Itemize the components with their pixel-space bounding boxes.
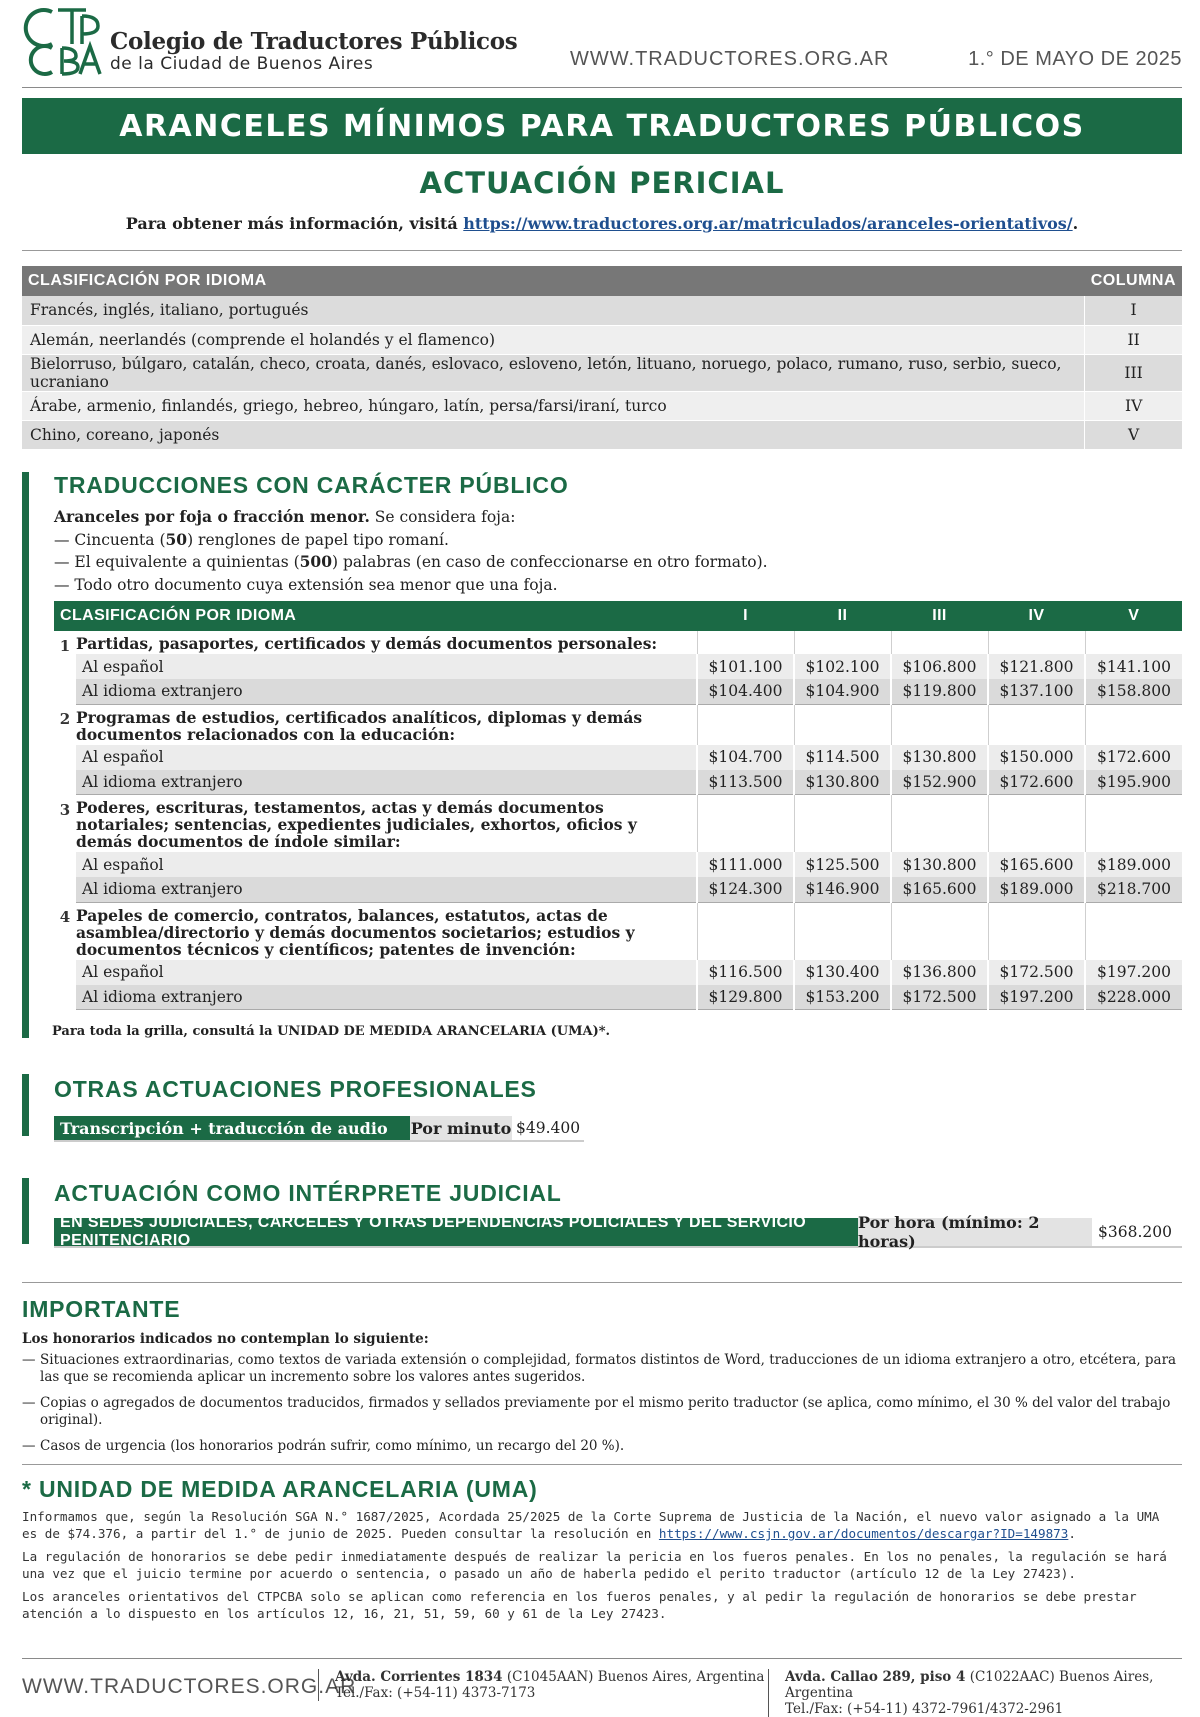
section-title-otras: OTRAS ACTUACIONES PROFESIONALES [54, 1076, 537, 1102]
importante-item: — Casos de urgencia (los honorarios podrán sufrir, como mínimo, un recargo del 20 %). [22, 1438, 1182, 1455]
fee-value: $116.500 [697, 960, 794, 985]
foja-bullet [54, 574, 768, 597]
fee-value: $158.800 [1085, 679, 1182, 704]
language-list: Árabe, armenio, finlandés, griego, hebreo, húngaro, latín, persa/farsi/iraní, turco [22, 391, 1085, 420]
header-website: WWW.TRADUCTORES.ORG.AR [570, 48, 890, 70]
desc-rest: Se considera foja: [369, 508, 516, 526]
fee-value: $101.100 [697, 654, 794, 679]
info-suffix: . [1072, 214, 1079, 233]
fee-value: $165.600 [891, 877, 988, 902]
fee-value: $153.200 [794, 985, 891, 1010]
page-subtitle: ACTUACIÓN PERICIAL [419, 166, 785, 200]
fee-value: $172.500 [891, 985, 988, 1010]
fee-value: $165.600 [988, 852, 1085, 877]
empty-cell [988, 795, 1085, 853]
language-list: Chino, coreano, japonés [22, 420, 1085, 449]
bullet-pre: — Todo otro documento cuya extensión sea menor que una foja. [54, 575, 558, 594]
fee-value: $102.100 [794, 654, 891, 679]
footer-website: WWW.TRADUCTORES.ORG.AR [22, 1675, 357, 1698]
foja-bullet [54, 529, 768, 552]
empty-cell [697, 902, 794, 960]
audio-unit: Por minuto [410, 1116, 512, 1140]
desc-bold: Aranceles por foja o fracción menor. [54, 507, 370, 526]
importante-list [22, 1352, 1182, 1464]
fee-value: $195.900 [1085, 770, 1182, 795]
language-classification-table [22, 266, 1182, 450]
fee-row-label: Al idioma extranjero [76, 679, 697, 704]
fee-value: $130.800 [891, 745, 988, 770]
empty-cell [697, 795, 794, 853]
ctpcba-logo-icon [22, 4, 106, 76]
fee-value: $113.500 [697, 770, 794, 795]
fee-value: $172.500 [988, 960, 1085, 985]
footer-address-corrientes [318, 1669, 764, 1701]
language-column: II [1085, 325, 1182, 354]
language-row [22, 391, 1182, 420]
divider [22, 1464, 1182, 1465]
fee-value: $189.000 [1085, 852, 1182, 877]
divider [22, 250, 1182, 251]
fee-row [54, 745, 1182, 770]
interpreter-label: EN SEDES JUDICIALES, CÁRCELES Y OTRAS DEPENDENCIAS POLICIALES Y DEL SERVICIO PENITENCIARIO [54, 1218, 858, 1246]
publico-description [54, 506, 768, 596]
lang-header: CLASIFICACIÓN POR IDIOMA [22, 266, 1085, 296]
category-label: Poderes, escrituras, testamentos, actas y demás documentos notariales; sentencias, expedientes judiciales, exhortos, oficios y demás documentos de índole similar: [76, 798, 637, 851]
importante-item: — Copias o agregados de documentos traducidos, firmados y sellados previamente por el mismo perito traductor (se aplica, como mínimo, el 30 % del valor del trabajo original). [22, 1395, 1182, 1429]
category-number: 2 [59, 710, 71, 728]
fee-row [54, 679, 1182, 704]
fee-value: $130.800 [794, 770, 891, 795]
fee-value: $104.400 [697, 679, 794, 704]
addr1-city: (C1045AAN) Buenos Aires, Argentina [502, 1669, 765, 1685]
csjn-link[interactable]: https://www.csjn.gov.ar/documentos/descargar?ID=149873 [658, 1526, 1069, 1541]
importante-intro: Los honorarios indicados no contemplan lo siguiente: [22, 1331, 429, 1347]
language-row [22, 296, 1182, 325]
fee-row [54, 877, 1182, 902]
language-list: Bielorruso, búlgaro, catalán, checo, croata, danés, eslovaco, esloveno, letón, lituano, noruego, polaco, rumano, ruso, serbio, sueco, ucraniano [22, 354, 1085, 391]
fee-row-label: Al español [76, 745, 697, 770]
empty-cell [988, 631, 1085, 654]
info-prefix: Para obtener más información, visitá [125, 214, 464, 233]
section-accent-bar [22, 1178, 29, 1244]
fee-value: $152.900 [891, 770, 988, 795]
language-column: I [1085, 296, 1182, 325]
category-label: Papeles de comercio, contratos, balances, estatutos, actas de asamblea/directorio y demás documentos societarios; estudios y documentos técnicos y científicos; patentes de invención: [76, 905, 635, 959]
fee-value: $124.300 [697, 877, 794, 902]
page-title: ARANCELES MÍNIMOS PARA TRADUCTORES PÚBLICOS [22, 98, 1182, 154]
fee-value: $197.200 [988, 985, 1085, 1010]
section-title-uma: * UNIDAD DE MEDIDA ARANCELARIA (UMA) [22, 1476, 538, 1502]
fee-value: $125.500 [794, 852, 891, 877]
empty-cell [891, 902, 988, 960]
fee-row-label: Al español [76, 654, 697, 679]
audio-transcription-row [54, 1116, 584, 1142]
fee-row-label: Al idioma extranjero [76, 770, 697, 795]
empty-cell [794, 631, 891, 654]
category-row [54, 795, 1182, 853]
fee-row-label: Al idioma extranjero [76, 985, 697, 1010]
fee-value: $130.400 [794, 960, 891, 985]
fee-row [54, 852, 1182, 877]
empty-cell [891, 704, 988, 745]
empty-cell [988, 704, 1085, 745]
header-date: 1.° DE MAYO DE 2025 [968, 48, 1182, 70]
language-column: IV [1085, 391, 1182, 420]
section-accent-bar [22, 472, 29, 1038]
empty-cell [697, 704, 794, 745]
interpreter-unit: Por hora (mínimo: 2 horas) [858, 1218, 1092, 1246]
language-list: Alemán, neerlandés (comprende el holandés y el flamenco) [22, 325, 1085, 354]
fee-value: $104.900 [794, 679, 891, 704]
bullet-pre: — Cincuenta ( [54, 530, 166, 549]
page-footer [22, 1658, 1182, 1717]
fees-column-header: IV [988, 601, 1085, 631]
section-title-interprete: ACTUACIÓN COMO INTÉRPRETE JUDICIAL [54, 1180, 562, 1206]
fee-value: $172.600 [1085, 745, 1182, 770]
fees-table [54, 601, 1182, 1010]
fees-column-header: III [891, 601, 988, 631]
language-row [22, 354, 1182, 391]
addr1-tel: Tel./Fax: (+54-11) 4373-7173 [335, 1685, 536, 1701]
addr2-tel: Tel./Fax: (+54-11) 4372-7961/4372-2961 [785, 1701, 1064, 1717]
fee-value: $104.700 [697, 745, 794, 770]
bullet-post: ) renglones de papel tipo romaní. [187, 530, 449, 549]
uma-p1-end: . [1068, 1526, 1076, 1541]
language-row [22, 420, 1182, 449]
addr1-street: Avda. Corrientes 1834 [335, 1669, 503, 1685]
category-row [54, 704, 1182, 745]
divider [22, 1282, 1182, 1283]
uma-note: Para toda la grilla, consultá la UNIDAD DE MEDIDA ARANCELARIA (UMA)*. [52, 1024, 611, 1039]
category-row [54, 631, 1182, 654]
empty-cell [794, 704, 891, 745]
audio-value: $49.400 [516, 1119, 581, 1137]
fee-row [54, 654, 1182, 679]
category-number: 1 [59, 637, 71, 655]
fee-value: $228.000 [1085, 985, 1182, 1010]
importante-item: — Situaciones extraordinarias, como textos de variada extensión o complejidad, formatos distintos de Word, traducciones de un idioma extranjero a otro, etcétera, para las que se recomienda aplicar un incremento sobre los valores antes sugeridos. [22, 1352, 1182, 1386]
fee-value: $146.900 [794, 877, 891, 902]
footer-address-callao [768, 1669, 1182, 1717]
fee-value: $106.800 [891, 654, 988, 679]
bullet-number: 500 [299, 552, 332, 571]
category-label: Partidas, pasaportes, certificados y demás documentos personales: [76, 634, 658, 653]
fee-value: $150.000 [988, 745, 1085, 770]
category-label: Programas de estudios, certificados analíticos, diplomas y demás documentos relacionados con la educación: [76, 707, 643, 744]
fee-row-label: Al idioma extranjero [76, 877, 697, 902]
fee-value: $114.500 [794, 745, 891, 770]
org-name: Colegio de Traductores Públicos [110, 28, 518, 55]
fee-value: $218.700 [1085, 877, 1182, 902]
fees-header-label: CLASIFICACIÓN POR IDIOMA [54, 601, 697, 631]
uma-paragraph-2: La regulación de honorarios se debe pedir inmediatamente después de realizar la pericia en los fueros penales. En los no penales, la regulación se hará una vez que el juicio termine por acuerdo o sentencia, o pasado un año de haberla pedido el perito traductor (artículo 12 de la Ley 27423). [22, 1549, 1167, 1581]
fees-column-header: I [697, 601, 794, 631]
fee-row [54, 985, 1182, 1010]
info-line [22, 214, 1182, 233]
fee-value: $119.800 [891, 679, 988, 704]
fee-row-label: Al español [76, 852, 697, 877]
bullet-pre: — El equivalente a quinientas ( [54, 553, 300, 571]
empty-cell [697, 631, 794, 654]
fee-value: $197.200 [1085, 960, 1182, 985]
fee-row [54, 770, 1182, 795]
aranceles-link[interactable]: https://www.traductores.org.ar/matriculados/aranceles-orientativos/ [463, 214, 1073, 233]
empty-cell [794, 902, 891, 960]
empty-cell [988, 902, 1085, 960]
interpreter-value: $368.200 [1098, 1223, 1172, 1241]
bullet-number: 50 [165, 529, 188, 549]
fees-column-header: II [794, 601, 891, 631]
language-row [22, 325, 1182, 354]
fee-value: $136.800 [891, 960, 988, 985]
uma-paragraphs [22, 1508, 1182, 1628]
interpreter-row [54, 1213, 1182, 1251]
page-header [22, 0, 1182, 88]
fee-value: $111.000 [697, 852, 794, 877]
fee-value: $137.100 [988, 679, 1085, 704]
uma-paragraph-3: Los aranceles orientativos del CTPCBA solo se aplican como referencia en los fueros penales, y al pedir la regulación de honorarios se debe prestar atención a lo dispuesto en los artículos 12, 16, 21, 51, 59, 60 y 61 de la Ley 27423. [22, 1589, 1137, 1621]
empty-cell [1085, 704, 1182, 745]
fee-value: $130.800 [891, 852, 988, 877]
language-list: Francés, inglés, italiano, portugués [22, 296, 1085, 325]
fee-value: $121.800 [988, 654, 1085, 679]
empty-cell [891, 631, 988, 654]
fees-column-header: V [1085, 601, 1182, 631]
category-number: 4 [59, 908, 71, 926]
language-column: III [1085, 354, 1182, 391]
category-number: 3 [59, 800, 71, 819]
fee-value: $189.000 [988, 877, 1085, 902]
column-header: COLUMNA [1085, 266, 1182, 296]
uma-p1-text: Informamos que, según la Resolución SGA N.° 1687/2025, Acordada 25/2025 de la Corte Suprema de Justicia de la Nación, el nuevo valor asignado a la UMA es de $74.376, a partir del 1.° de junio de 2025. Pueden consultar la resolución en [22, 1509, 1160, 1541]
empty-cell [1085, 795, 1182, 853]
addr2-street: Avda. Callao 289, piso 4 [785, 1669, 966, 1685]
foja-bullet [54, 551, 768, 574]
category-row [54, 902, 1182, 960]
fee-row [54, 960, 1182, 985]
fee-value: $172.600 [988, 770, 1085, 795]
fee-value: $141.100 [1085, 654, 1182, 679]
section-title-publico: TRADUCCIONES CON CARÁCTER PÚBLICO [54, 472, 569, 498]
empty-cell [1085, 902, 1182, 960]
addr2-city: (C1022AAC) Buenos Aires, Argentina [785, 1669, 1154, 1701]
section-accent-bar [22, 1074, 29, 1136]
section-title-importante: IMPORTANTE [22, 1296, 181, 1322]
uma-paragraph-1 [22, 1508, 1182, 1542]
empty-cell [794, 795, 891, 853]
fee-row-label: Al español [76, 960, 697, 985]
language-column: V [1085, 420, 1182, 449]
fee-value: $129.800 [697, 985, 794, 1010]
audio-label: Transcripción + traducción de audio [54, 1116, 410, 1140]
empty-cell [891, 795, 988, 853]
empty-cell [1085, 631, 1182, 654]
bullet-post: ) palabras (en caso de confeccionarse en otro formato). [331, 553, 768, 571]
org-subtitle: de la Ciudad de Buenos Aires [110, 54, 374, 74]
